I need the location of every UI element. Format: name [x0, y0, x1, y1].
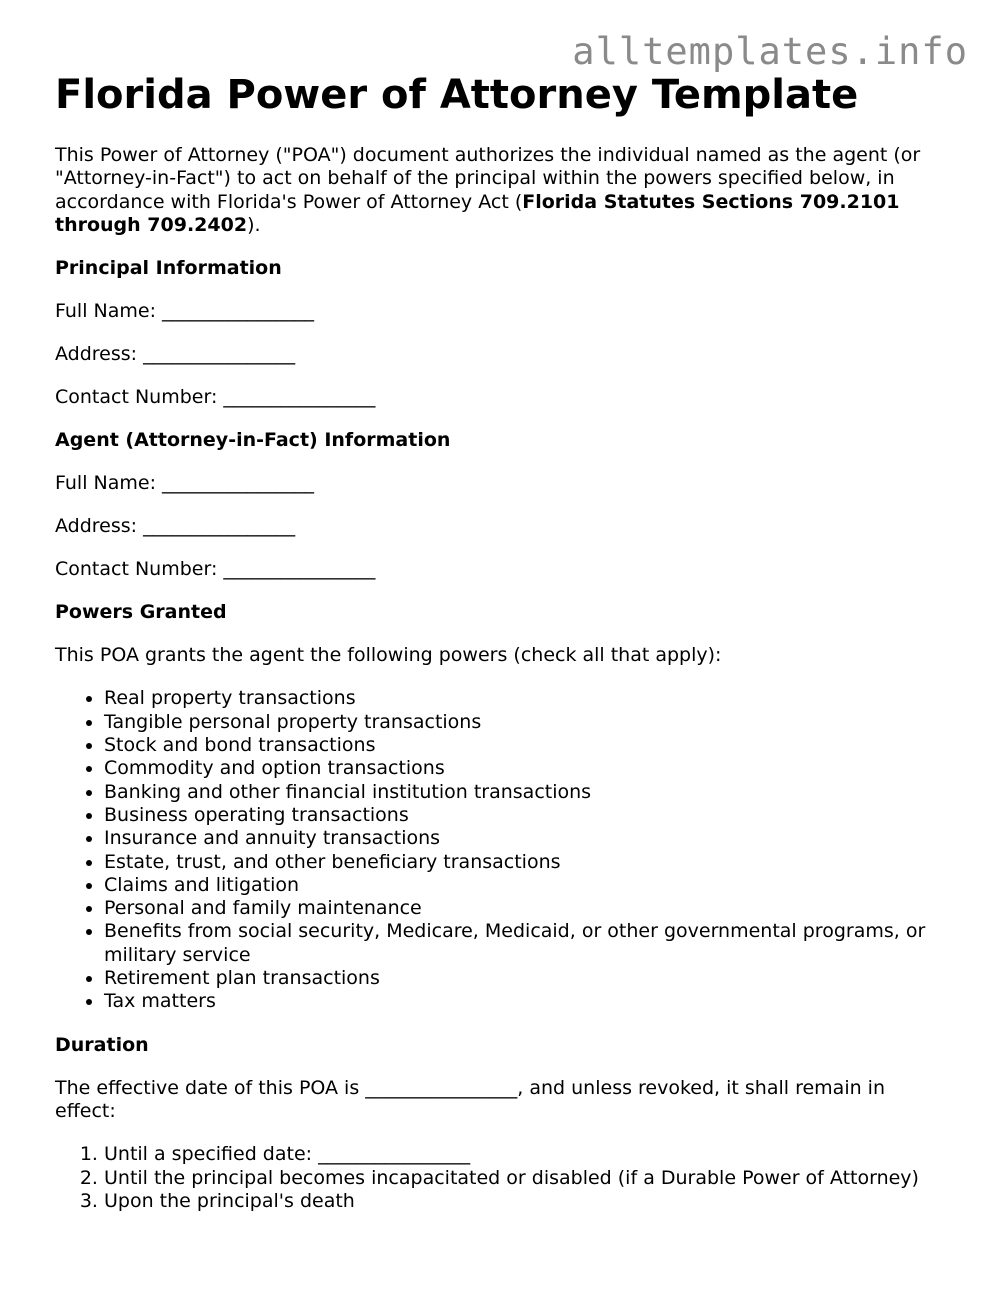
duration-item: 3. Upon the principal's death: [104, 1190, 945, 1213]
power-item: • Tax matters: [104, 990, 945, 1013]
agent-heading: Agent (Attorney-in-Fact) Information: [55, 429, 451, 452]
duration-item: 2. Until the principal becomes incapacitated or disabled (if a Durable Power of Attorney): [104, 1167, 945, 1190]
duration-item: 1. Until a specified date: ________________: [104, 1143, 945, 1166]
principal-contact-field: Contact Number: ________________: [55, 386, 376, 409]
principal-full-name-field: Full Name: ________________: [55, 300, 315, 323]
intro-end: ).: [247, 213, 261, 236]
document-page: [55, 70, 945, 1213]
principal-address-field: Address: ________________: [55, 343, 296, 366]
agent-contact-field: Contact Number: ________________: [55, 558, 376, 581]
page-title: Florida Power of Attorney Template: [55, 72, 859, 118]
powers-list: [55, 687, 945, 1013]
power-item: • Stock and bond transactions: [104, 734, 945, 757]
intro-text: This Power of Attorney ("POA") document authorizes the individual named as the agent (or "Attorney-in-Fact") to act on behalf of the principal within the powers specified below, in accordance with Florida's Power of Attorney Act (: [55, 144, 921, 213]
power-item: • Business operating transactions: [104, 804, 945, 827]
duration-text: The effective date of this POA is ________________, and unless revoked, it shall remain in effect:: [55, 1076, 885, 1122]
power-item: • Real property transactions: [104, 687, 945, 710]
power-item: • Commodity and option transactions: [104, 757, 945, 780]
agent-address-field: Address: ________________: [55, 515, 296, 538]
duration-heading: Duration: [55, 1033, 149, 1056]
principal-heading: Principal Information: [55, 257, 282, 280]
power-item: • Insurance and annuity transactions: [104, 827, 945, 850]
statute-reference: Florida Statutes Sections 709.2101 through 709.2402: [55, 190, 900, 236]
power-item: • Benefits from social security, Medicare, Medicaid, or other governmental programs, or military service: [104, 920, 945, 967]
power-item: • Claims and litigation: [104, 874, 945, 897]
power-item: • Banking and other financial institution transactions: [104, 781, 945, 804]
powers-intro: This POA grants the agent the following powers (check all that apply):: [55, 644, 722, 667]
power-item: • Estate, trust, and other beneficiary transactions: [104, 851, 945, 874]
watermark: alltemplates.info: [572, 30, 968, 73]
intro-paragraph: [55, 144, 945, 237]
agent-full-name-field: Full Name: ________________: [55, 472, 315, 495]
power-item: • Personal and family maintenance: [104, 897, 945, 920]
powers-heading: Powers Granted: [55, 601, 227, 624]
power-item: • Retirement plan transactions: [104, 967, 945, 990]
duration-list: [55, 1143, 945, 1213]
power-item: • Tangible personal property transactions: [104, 711, 945, 734]
